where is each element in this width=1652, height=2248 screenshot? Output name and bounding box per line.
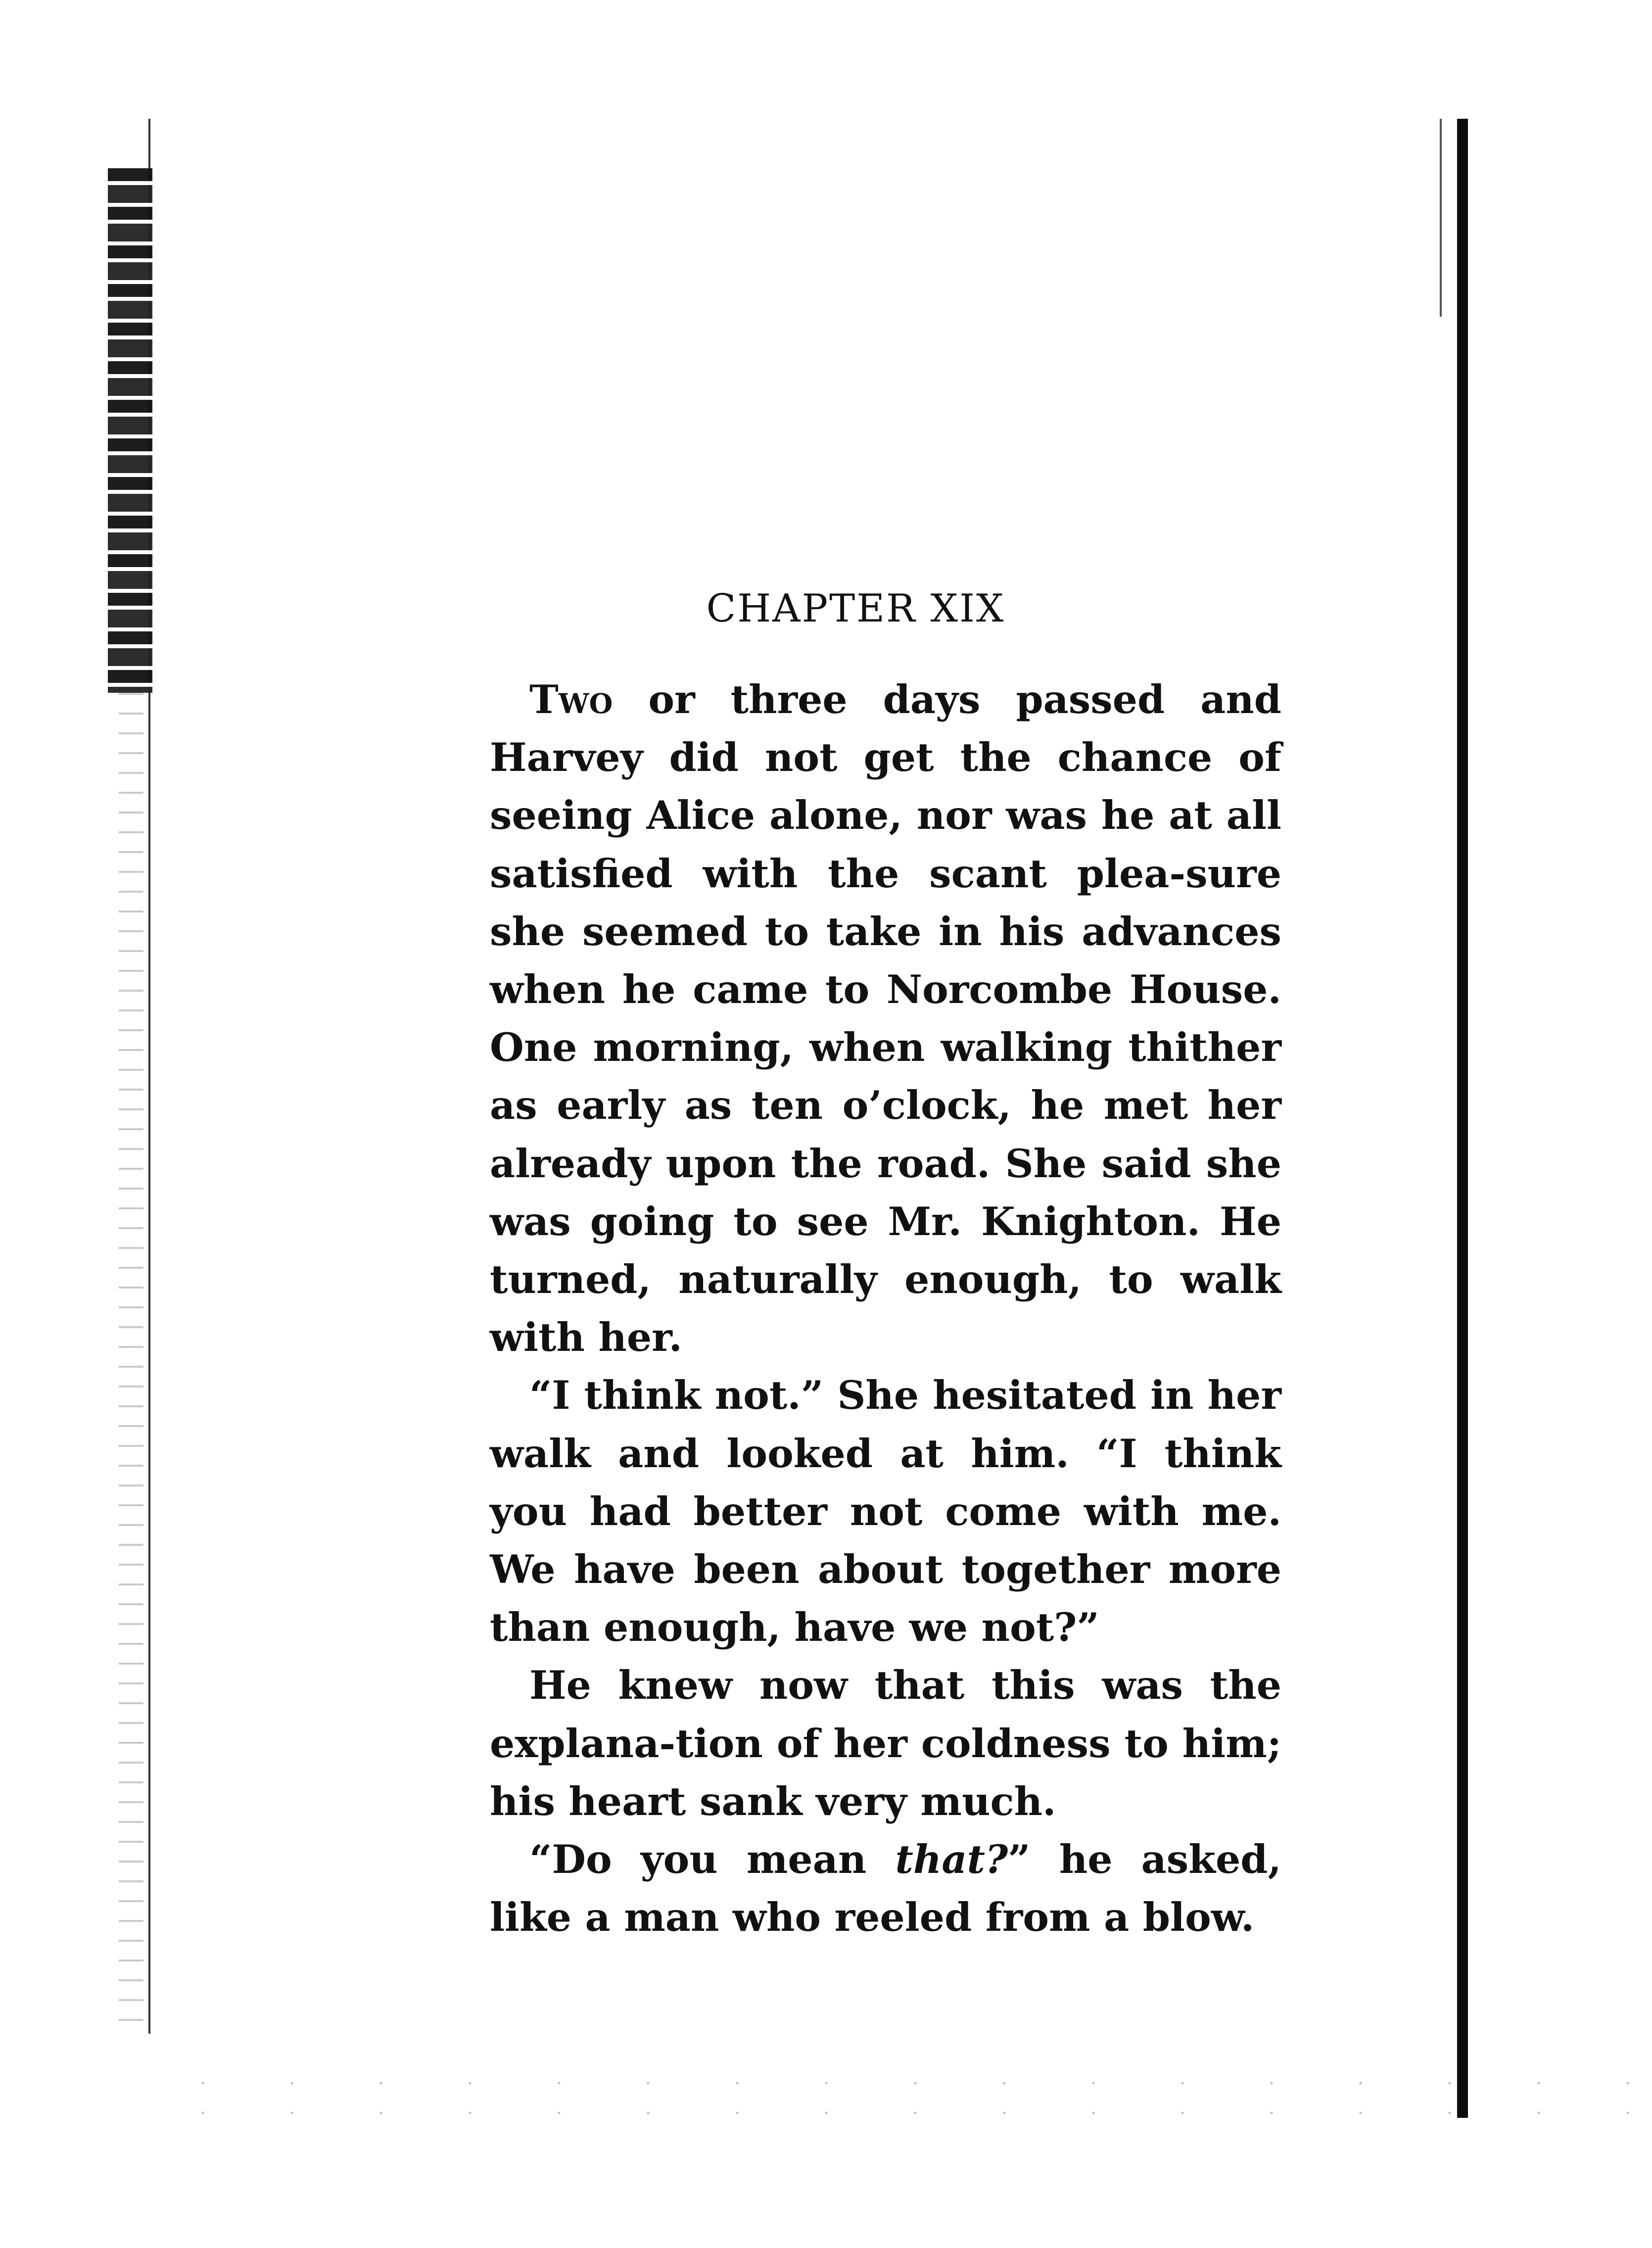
paragraph-1 [490, 670, 1281, 1366]
paragraph-text: “I think not.” She hesitated in her walk and looked at him. “I think you had better not come with me. We have been about together more than enough, have we not?” [490, 1372, 1281, 1651]
page-edge-rule [1457, 119, 1468, 2118]
paragraph-text: or three days passed and Harvey did not get the chance of seeing Alice alone, nor was he at all satisfied with the scant plea-sure she seemed to take in his advances when he came to Norcombe House. One morning, when walking thither as early as ten o’clock, he met her already upon the road. She said she was going to see Mr. Knighton. He turned, naturally enough, to walk with her. [490, 676, 1281, 1361]
paragraph-text: ” he asked, like a man who reeled from a blow. [490, 1836, 1281, 1941]
scan-speckle [158, 2068, 1633, 2128]
paragraph-text: He knew now that this was the explana-tion of her coldness to him; his heart sank very much. [490, 1662, 1281, 1824]
paragraph-4 [490, 1830, 1281, 1946]
chapter-body [490, 670, 1281, 1946]
chapter-title: CHAPTER XIX [706, 586, 1005, 631]
emphasized-word: that? [895, 1836, 1008, 1883]
lead-word: Two [529, 676, 613, 722]
paragraph-text: “Do you mean [529, 1836, 896, 1883]
paragraph-3 [490, 1656, 1281, 1830]
binding-marks [119, 693, 143, 2029]
page-edge-thin-rule [1440, 119, 1442, 317]
paragraph-2 [490, 1366, 1281, 1656]
